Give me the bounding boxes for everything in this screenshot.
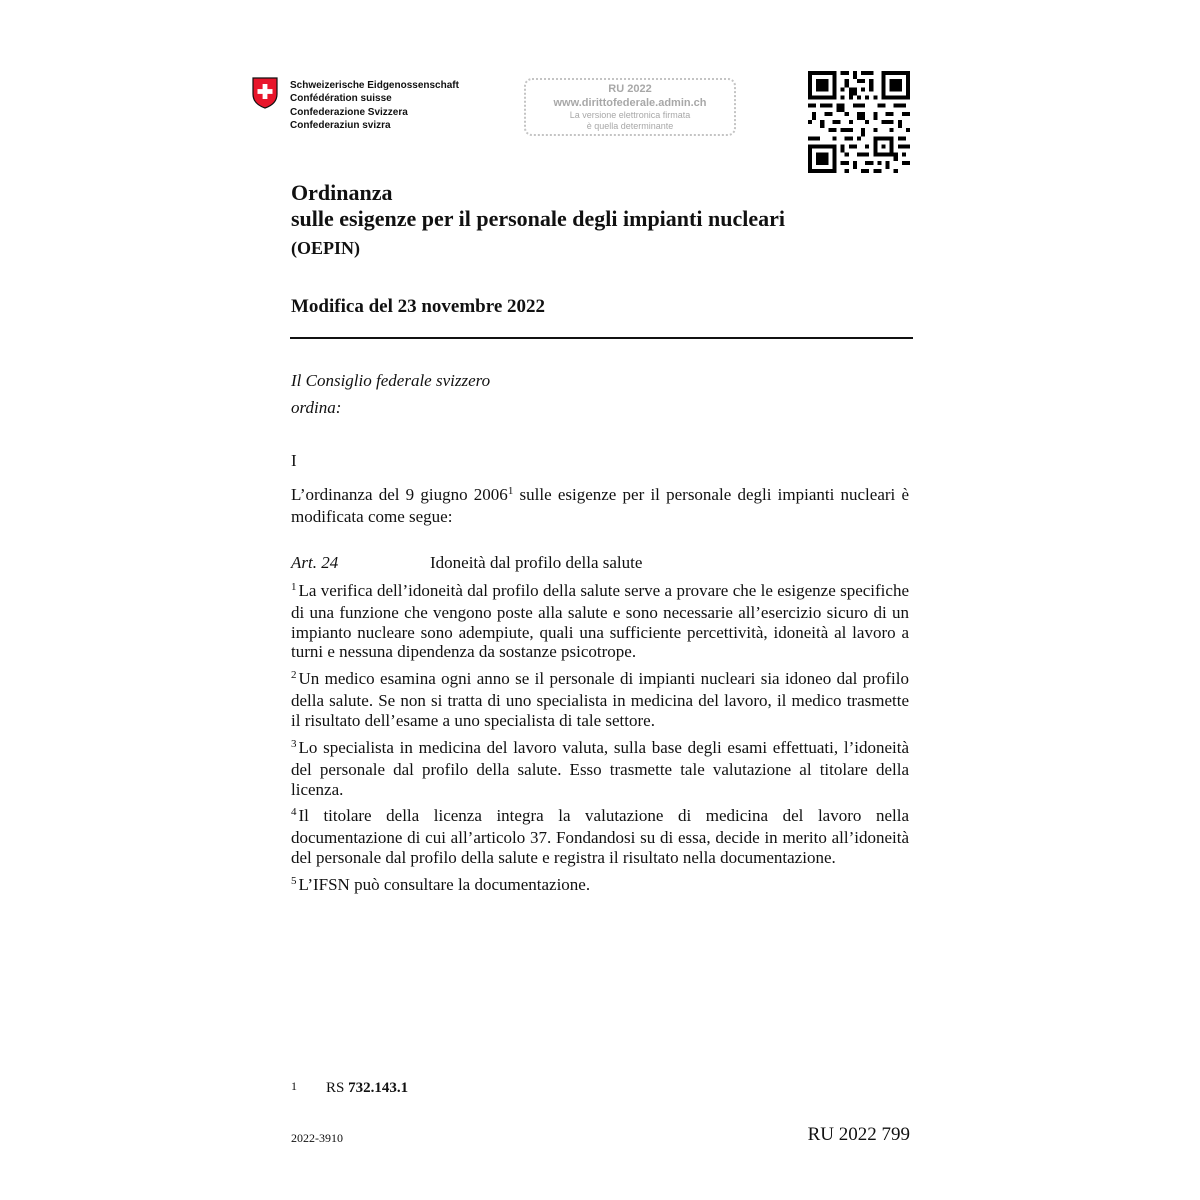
- federation-name-rm: Confederaziun svizra: [290, 119, 391, 131]
- paragraph-text: Lo specialista in medicina del lavoro valuta, sulla base degli esami effettuati, l’idoneità del personale dal profilo della salute. Esso trasmette tale valutazione al titolare della licenza.: [291, 738, 909, 799]
- title-abbreviation: (OEPIN): [291, 238, 360, 258]
- paragraph-text: La verifica dell’idoneità dal profilo della salute serve a provare che le esigenze specifiche di una funzione che vengono poste alla salute e sono necessarie all’esercizio sicuro di un impianto nucleare sono adempiute, quali una sufficiente percettività, idoneità al lavoro a turni e nessuna dipendenza da sostanze psicotrope.: [291, 581, 909, 661]
- preamble-ordains: ordina:: [291, 398, 342, 417]
- page-reference: RU 2022 799: [807, 1124, 910, 1145]
- article-paragraph-4: [291, 806, 909, 867]
- paragraph-text: Un medico esamina ogni anno se il personale di impianti nucleari sia idoneo dal profilo della salute. Se non si tratta di uno specialista in medicina del lavoro, il medico trasmette il risultato dell’esame a uno specialista di tale settore.: [291, 669, 909, 730]
- paragraph-number: 1: [291, 581, 297, 593]
- article-paragraph-3: [291, 738, 909, 799]
- paragraph-text: L’IFSN può consultare la documentazione.: [298, 875, 591, 894]
- electronic-publication-stamp: [524, 78, 736, 136]
- article-paragraph-2: [291, 669, 909, 730]
- intro-text-end: sulle esigenze per il personale degli impianti nucleari è modificata come segue:: [291, 485, 909, 527]
- document-number: 2022-3910: [291, 1131, 343, 1145]
- footnote-reference[interactable]: 1: [507, 485, 514, 497]
- section-number: I: [291, 451, 297, 470]
- document-title: [291, 180, 785, 232]
- article-paragraph-5: [291, 875, 909, 897]
- title-divider: [290, 337, 913, 339]
- paragraph-number: 5: [291, 875, 297, 887]
- paragraph-text: Il titolare della licenza integra la valutazione di medicina del lavoro nella documentazione di cui all’articolo 37. Fondandosi su di essa, decide in merito all’idoneità del personale dal profilo della salute e registra il risultato nella documentazione.: [291, 806, 909, 867]
- paragraph-number: 4: [291, 806, 297, 818]
- federation-name-it: Confederazione Svizzera: [290, 106, 408, 118]
- stamp-note-line1: La versione elettronica firmata: [569, 110, 691, 120]
- federation-name-fr: Confédération suisse: [290, 93, 392, 105]
- stamp-website: www.dirittofederale.admin.ch: [553, 97, 707, 109]
- paragraph-number: 3: [291, 738, 297, 750]
- intro-text-start: L’ordinanza del 9 giugno 2006: [291, 485, 508, 504]
- footnote-reference-number: 732.143.1: [348, 1080, 409, 1096]
- title-line-2: sulle esigenze per il personale degli impianti nucleari: [291, 206, 785, 231]
- footnote-prefix: RS: [326, 1080, 349, 1096]
- paragraph-number: 2: [291, 669, 297, 681]
- stamp-note-line2: è quella determinante: [586, 121, 674, 131]
- intro-paragraph: [291, 485, 909, 527]
- amendment-date: Modifica del 23 novembre 2022: [291, 296, 546, 317]
- federation-name-de: Schweizerische Eidgenossenschaft: [290, 80, 459, 91]
- federation-names: [290, 79, 459, 132]
- swiss-coat-of-arms-icon: [252, 77, 278, 109]
- article-label: Art. 24: [291, 553, 339, 572]
- article-title: Idoneità dal profilo della salute: [430, 553, 643, 572]
- preamble: [291, 367, 490, 421]
- preamble-authority: Il Consiglio federale svizzero: [291, 371, 491, 390]
- footnote-text: [326, 1078, 408, 1098]
- qr-code-icon: [808, 71, 910, 173]
- stamp-collection-ref: RU 2022: [608, 83, 652, 95]
- article-paragraph-1: [291, 581, 909, 661]
- title-line-1: Ordinanza: [291, 180, 393, 205]
- footnote-number: 1: [291, 1079, 297, 1093]
